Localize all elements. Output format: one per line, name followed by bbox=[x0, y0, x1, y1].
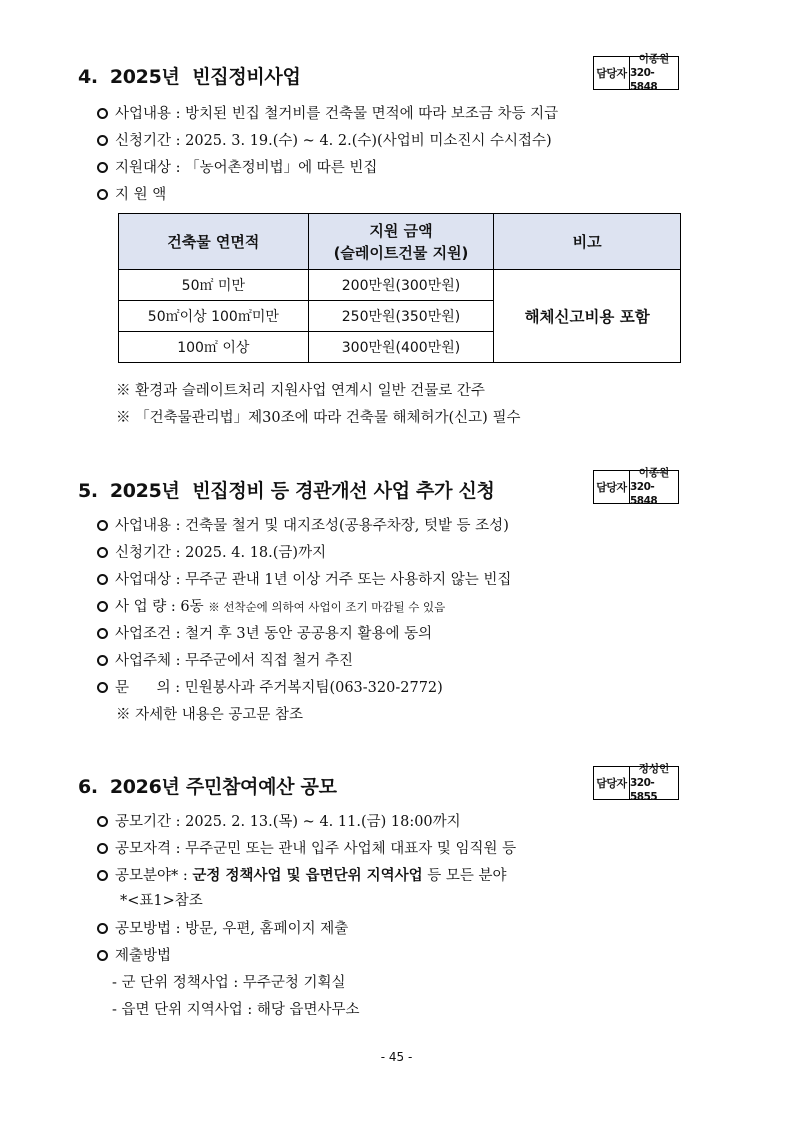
contact-name: 정성인 bbox=[638, 763, 670, 775]
list-item: 사업조건 : 철거 후 3년 동안 공공용지 활용에 동의 bbox=[97, 624, 432, 644]
section-6-title bbox=[78, 772, 337, 799]
contact-label: 담당자 bbox=[594, 57, 630, 89]
circle-bullet-icon bbox=[97, 950, 108, 961]
note: ※ 환경과 슬레이트처리 지원사업 연계시 일반 건물로 간주 bbox=[116, 383, 485, 399]
contact-box bbox=[593, 467, 679, 507]
list-item: 신청기간 : 2025. 4. 18.(금)까지 bbox=[97, 543, 326, 563]
contact-box bbox=[593, 53, 679, 93]
contact-name: 이종원 bbox=[638, 53, 670, 65]
section-5-title bbox=[78, 476, 495, 503]
circle-bullet-icon bbox=[97, 628, 108, 639]
field-note: *<표1>참조 bbox=[120, 893, 203, 909]
sub-item: - 읍면 단위 지역사업 : 해당 읍면사무소 bbox=[112, 1002, 360, 1018]
list-item: 공모분야* : 군정 정책사업 및 읍면단위 지역사업 등 모든 분야 bbox=[97, 866, 507, 886]
list-item: 사업주체 : 무주군에서 직접 철거 추진 bbox=[97, 651, 353, 671]
list-item: 사업내용 : 방치된 빈집 철거비를 건축물 면적에 따라 보조금 차등 지급 bbox=[97, 104, 558, 124]
header-floor-area: 건축물 연면적 bbox=[119, 214, 309, 270]
sub-item: - 군 단위 정책사업 : 무주군청 기획실 bbox=[112, 975, 346, 991]
list-item: 지 원 액 bbox=[97, 185, 166, 205]
contact-phone: 320-5855 bbox=[630, 777, 658, 803]
list-item: 신청기간 : 2025. 3. 19.(수) ~ 4. 2.(수)(사업비 미소진시 수시접수) bbox=[97, 131, 552, 151]
table-cell: 300만원(400만원) bbox=[308, 332, 494, 363]
volume-note: ※ 선착순에 의하여 사업이 조기 마감될 수 있음 bbox=[208, 600, 446, 614]
list-item: 제출방법 bbox=[97, 946, 171, 966]
contact-label: 담당자 bbox=[594, 767, 630, 799]
table-cell: 200만원(300만원) bbox=[308, 270, 494, 301]
circle-bullet-icon bbox=[97, 574, 108, 585]
header-support-amount: 지원 금액 (슬레이트건물 지원) bbox=[308, 214, 494, 270]
section-number: 4. bbox=[78, 66, 98, 88]
contact-box bbox=[593, 763, 679, 803]
support-amount-table bbox=[118, 213, 681, 363]
note: ※ 자세한 내용은 공고문 참조 bbox=[116, 707, 304, 723]
circle-bullet-icon bbox=[97, 135, 108, 146]
section-number: 6. bbox=[78, 776, 98, 798]
header-remark: 비고 bbox=[494, 214, 681, 270]
circle-bullet-icon bbox=[97, 816, 108, 827]
table-cell: 50㎡ 미만 bbox=[119, 270, 309, 301]
list-item: 문 의 : 민원봉사과 주거복지팀(063-320-2772) bbox=[97, 678, 443, 698]
table-header-row bbox=[119, 214, 681, 270]
section-title-text: 2025년 빈집정비사업 bbox=[109, 66, 301, 88]
circle-bullet-icon bbox=[97, 601, 108, 612]
section-4-title bbox=[78, 62, 301, 89]
list-item: 지원대상 : 「농어촌정비법」에 따른 빈집 bbox=[97, 158, 377, 178]
list-item: 공모자격 : 무주군민 또는 관내 입주 사업체 대표자 및 임직원 등 bbox=[97, 839, 516, 859]
circle-bullet-icon bbox=[97, 843, 108, 854]
contact-label: 담당자 bbox=[594, 471, 630, 503]
table-cell: 250만원(350만원) bbox=[308, 301, 494, 332]
contact-name: 이종원 bbox=[638, 467, 670, 479]
list-item: 공모기간 : 2025. 2. 13.(목) ~ 4. 11.(금) 18:00까지 bbox=[97, 812, 461, 832]
contact-phone: 320-5848 bbox=[630, 67, 658, 93]
field-highlight: 군정 정책사업 및 읍면단위 지역사업 bbox=[192, 868, 423, 884]
table-cell: 50㎡이상 100㎡미만 bbox=[119, 301, 309, 332]
section-number: 5. bbox=[78, 480, 98, 502]
page-number: - 45 - bbox=[380, 1050, 413, 1064]
table-row bbox=[119, 270, 681, 301]
table-cell: 100㎡ 이상 bbox=[119, 332, 309, 363]
contact-phone: 320-5848 bbox=[630, 481, 658, 507]
list-item: 사업내용 : 건축물 철거 및 대지조성(공용주차장, 텃밭 등 조성) bbox=[97, 516, 509, 536]
circle-bullet-icon bbox=[97, 870, 108, 881]
note: ※ 「건축물관리법」제30조에 따라 건축물 해체허가(신고) 필수 bbox=[116, 410, 521, 426]
circle-bullet-icon bbox=[97, 682, 108, 693]
section-title-text: 2025년 빈집정비 등 경관개선 사업 추가 신청 bbox=[109, 480, 495, 502]
circle-bullet-icon bbox=[97, 162, 108, 173]
list-item: 공모방법 : 방문, 우편, 홈페이지 제출 bbox=[97, 919, 348, 939]
circle-bullet-icon bbox=[97, 655, 108, 666]
remark-cell: 해체신고비용 포함 bbox=[494, 270, 681, 363]
circle-bullet-icon bbox=[97, 923, 108, 934]
list-item: 사 업 량 : 6동 ※ 선착순에 의하여 사업이 조기 마감될 수 있음 bbox=[97, 597, 445, 617]
circle-bullet-icon bbox=[97, 547, 108, 558]
circle-bullet-icon bbox=[97, 520, 108, 531]
circle-bullet-icon bbox=[97, 108, 108, 119]
circle-bullet-icon bbox=[97, 189, 108, 200]
section-title-text: 2026년 주민참여예산 공모 bbox=[109, 776, 337, 798]
list-item: 사업대상 : 무주군 관내 1년 이상 거주 또는 사용하지 않는 빈집 bbox=[97, 570, 511, 590]
